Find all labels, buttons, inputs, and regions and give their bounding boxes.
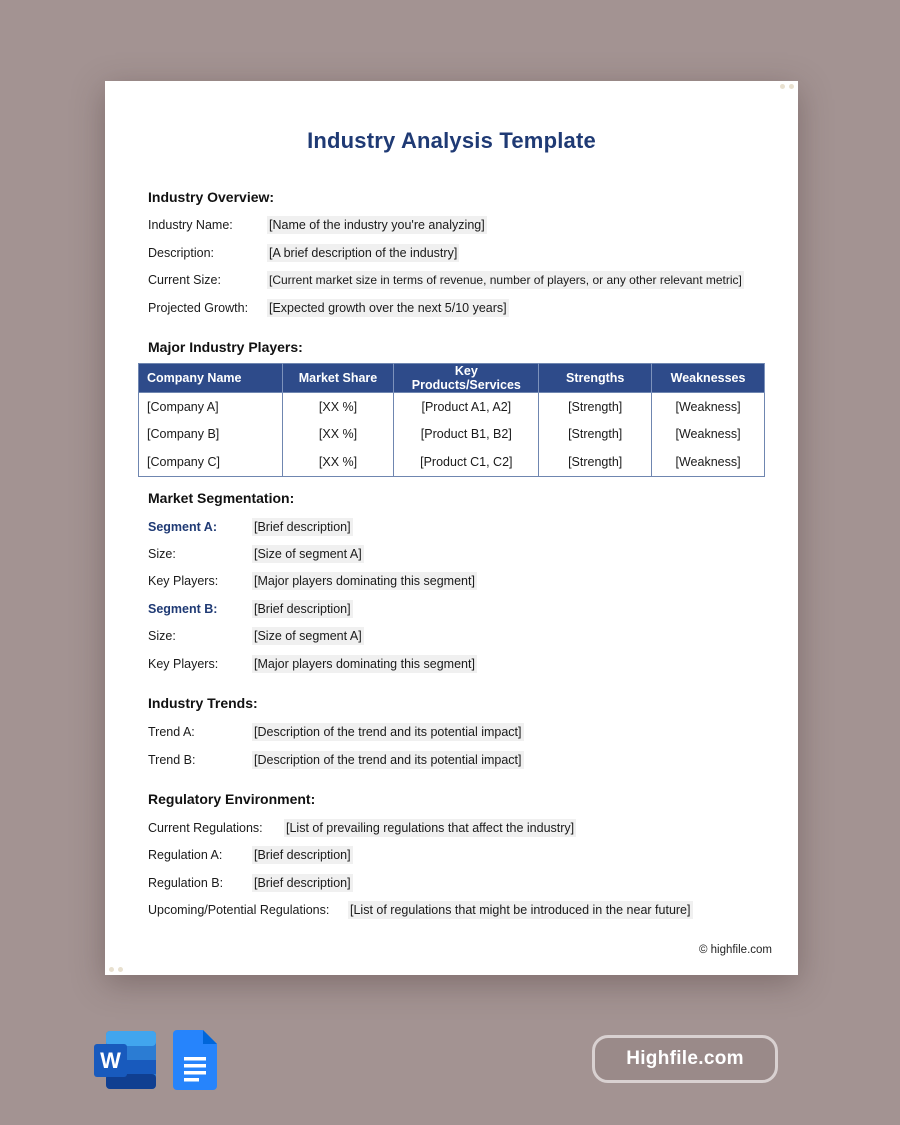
section-heading-players: Major Industry Players: — [148, 339, 303, 355]
table-cell: [Product B1, B2] — [394, 421, 539, 449]
table-cell: [Strength] — [539, 393, 652, 421]
field-row — [148, 518, 778, 538]
field-label: Trend A: — [148, 725, 195, 739]
field-row — [148, 545, 778, 565]
field-value: [Brief description] — [254, 520, 351, 534]
field-row — [148, 723, 778, 743]
field-label: Size: — [148, 547, 176, 561]
field-value: [Expected growth over the next 5/10 years] — [269, 301, 507, 315]
table-header-row — [139, 364, 765, 393]
corner-dots — [780, 84, 794, 89]
field-label: Upcoming/Potential Regulations: — [148, 903, 330, 917]
section-heading-segmentation: Market Segmentation: — [148, 490, 295, 506]
field-label: Key Players: — [148, 657, 219, 671]
field-label: Industry Name: — [148, 218, 233, 232]
table-row — [139, 448, 765, 476]
table-cell: [Company A] — [139, 393, 283, 421]
table-cell: [XX %] — [282, 448, 394, 476]
field-row — [148, 299, 778, 319]
field-value: [List of prevailing regulations that affect the industry] — [286, 821, 575, 835]
table-cell: [Weakness] — [652, 448, 765, 476]
field-row — [148, 572, 778, 592]
table-cell: [Product C1, C2] — [394, 448, 539, 476]
table-cell: [Strength] — [539, 448, 652, 476]
field-value: [Brief description] — [254, 876, 351, 890]
table-cell: [XX %] — [282, 421, 394, 449]
corner-dots — [109, 967, 123, 972]
word-letter: W — [100, 1048, 121, 1073]
field-value: [Description of the trend and its potential impact] — [254, 725, 522, 739]
players-table — [138, 363, 765, 477]
section-heading-trends: Industry Trends: — [148, 695, 258, 711]
table-cell: [Weakness] — [652, 393, 765, 421]
column-header: Market Share — [282, 364, 394, 393]
field-value: [Brief description] — [254, 602, 351, 616]
field-value: [Major players dominating this segment] — [254, 574, 475, 588]
field-row — [148, 819, 778, 839]
field-value: [List of regulations that might be introduced in the near future] — [350, 903, 691, 917]
column-header: Company Name — [139, 364, 283, 393]
field-row — [148, 627, 778, 647]
column-header: Key Products/Services — [394, 364, 539, 393]
table-cell: [XX %] — [282, 393, 394, 421]
table-cell: [Strength] — [539, 421, 652, 449]
field-label: Projected Growth: — [148, 301, 249, 315]
column-header: Weaknesses — [652, 364, 765, 393]
section-heading-overview: Industry Overview: — [148, 189, 275, 205]
field-row — [148, 600, 778, 620]
field-value: [Description of the trend and its potential impact] — [254, 753, 522, 767]
field-value: [Brief description] — [254, 848, 351, 862]
section-heading-regulatory: Regulatory Environment: — [148, 791, 316, 807]
word-icon[interactable] — [94, 1031, 156, 1089]
table-row — [139, 421, 765, 449]
google-docs-icon[interactable] — [173, 1030, 217, 1090]
table-cell: [Weakness] — [652, 421, 765, 449]
highfile-brand-button[interactable]: Highfile.com — [592, 1035, 778, 1083]
field-label: Key Players: — [148, 574, 219, 588]
table-cell: [Product A1, A2] — [394, 393, 539, 421]
field-value: [Current market size in terms of revenue, number of players, or any other relevant metric] — [269, 273, 742, 287]
field-row — [148, 751, 778, 771]
field-row — [148, 216, 778, 236]
field-row — [148, 655, 778, 675]
column-header: Strengths — [539, 364, 652, 393]
field-value: [Size of segment A] — [254, 629, 362, 643]
field-label: Current Regulations: — [148, 821, 263, 835]
field-row — [148, 901, 778, 921]
field-label: Trend B: — [148, 753, 196, 767]
field-row — [148, 846, 778, 866]
field-value: [Name of the industry you're analyzing] — [269, 218, 485, 232]
field-row — [148, 874, 778, 894]
table-cell: [Company B] — [139, 421, 283, 449]
table-cell: [Company C] — [139, 448, 283, 476]
field-value: [Size of segment A] — [254, 547, 362, 561]
segment-label: Segment A: — [148, 520, 217, 534]
document-page — [105, 81, 798, 975]
table-row — [139, 393, 765, 421]
field-value: [A brief description of the industry] — [269, 246, 458, 260]
field-row — [148, 271, 778, 291]
field-label: Size: — [148, 629, 176, 643]
document-title: Industry Analysis Template — [307, 128, 596, 153]
field-label: Regulation A: — [148, 848, 223, 862]
field-label: Current Size: — [148, 273, 221, 287]
field-value: [Major players dominating this segment] — [254, 657, 475, 671]
field-row — [148, 244, 778, 264]
field-label: Description: — [148, 246, 214, 260]
field-label: Regulation B: — [148, 876, 224, 890]
copyright-notice: © highfile.com — [698, 944, 772, 956]
segment-label: Segment B: — [148, 602, 218, 616]
